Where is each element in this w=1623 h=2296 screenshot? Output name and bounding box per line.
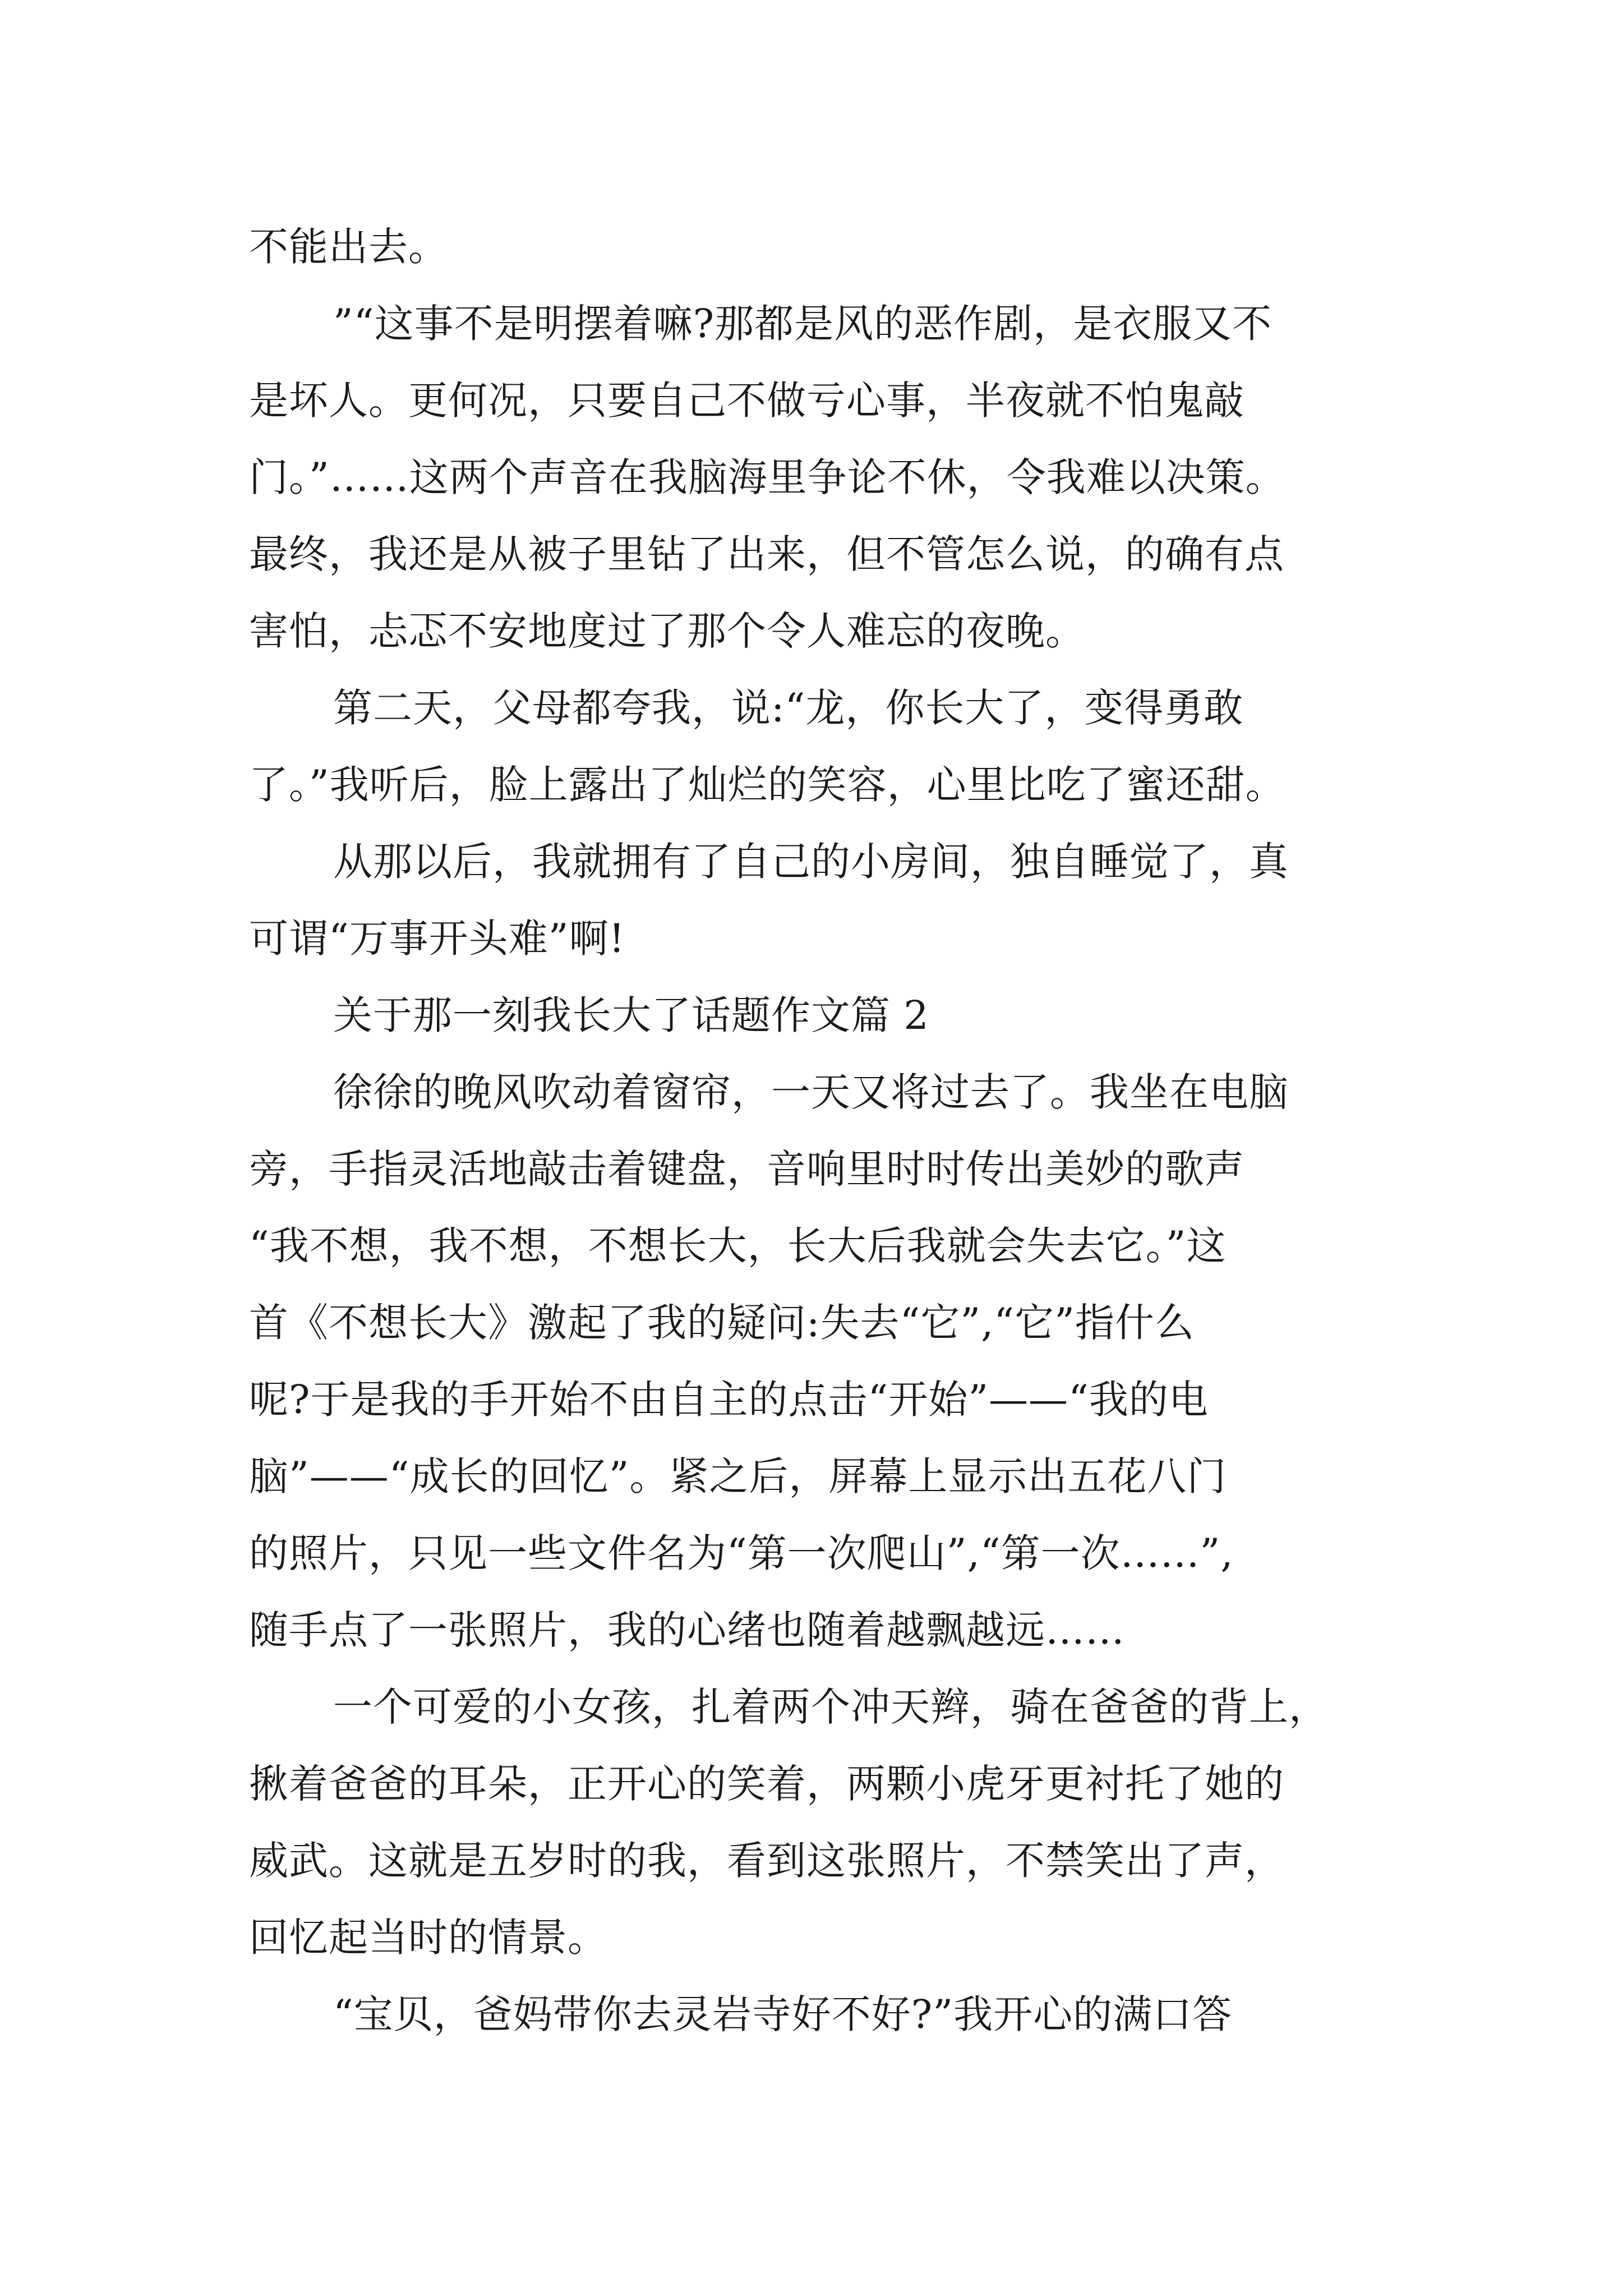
text-line: 是坏人。更何况，只要自己不做亏心事，半夜就不怕鬼敲 [249,378,1244,424]
text-line: 从那以后，我就拥有了自己的小房间，独自睡觉了，真 [333,839,1289,885]
text-line: 随手点了一张照片，我的心绪也随着越飘越远…… [249,1607,1125,1653]
text-line: 第二天，父母都夸我，说:“龙，你长大了，变得勇敢 [333,685,1244,731]
text-line: 呢?于是我的手开始不由自主的点击“开始”——“我的电 [249,1377,1209,1423]
text-line: 揪着爸爸的耳朵，正开心的笑着，两颗小虎牙更衬托了她的 [249,1761,1284,1807]
text-line: 门。”……这两个声音在我脑海里争论不休，令我难以决策。 [249,454,1285,500]
text-line: 不能出去。 [249,224,448,270]
text-line: 最终，我还是从被子里钻了出来，但不管怎么说，的确有点 [249,531,1284,577]
text-line: ”“这事不是明摆着嘛?那都是风的恶作剧，是衣服又不 [333,301,1272,347]
text-line: 一个可爱的小女孩，扎着两个冲天辫，骑在爸爸的背上， [333,1684,1329,1730]
text-line: 徐徐的晚风吹动着窗帘，一天又将过去了。我坐在电脑 [333,1069,1289,1115]
text-line: “宝贝，爸妈带你去灵岩寺好不好?”我开心的满口答 [333,1991,1233,2037]
text-line: 威武。这就是五岁时的我，看到这张照片，不禁笑出了声， [249,1838,1284,1884]
text-line: “我不想，我不想，不想长大，长大后我就会失去它。”这 [249,1223,1227,1269]
text-line: 了。”我听后，脸上露出了灿烂的笑容，心里比吃了蜜还甜。 [249,762,1285,808]
text-line: 可谓“万事开头难”啊! [249,915,625,961]
section-heading: 关于那一刻我长大了话题作文篇 2 [333,992,929,1038]
text-line: 脑”——“成长的回忆”。紧之后，屏幕上显示出五花八门 [249,1453,1227,1499]
text-line: 害怕，忐忑不安地度过了那个令人难忘的夜晚。 [249,608,1085,654]
text-line: 首《不想长大》激起了我的疑问:失去“它”,“它”指什么 [249,1300,1195,1346]
text-line: 旁，手指灵活地敲击着键盘，音响里时时传出美妙的歌声 [249,1146,1244,1192]
article-body [249,209,1393,2053]
text-line: 回忆起当时的情景。 [249,1915,607,1961]
text-line: 的照片，只见一些文件名为“第一次爬山”,“第一次……”, [249,1530,1234,1576]
